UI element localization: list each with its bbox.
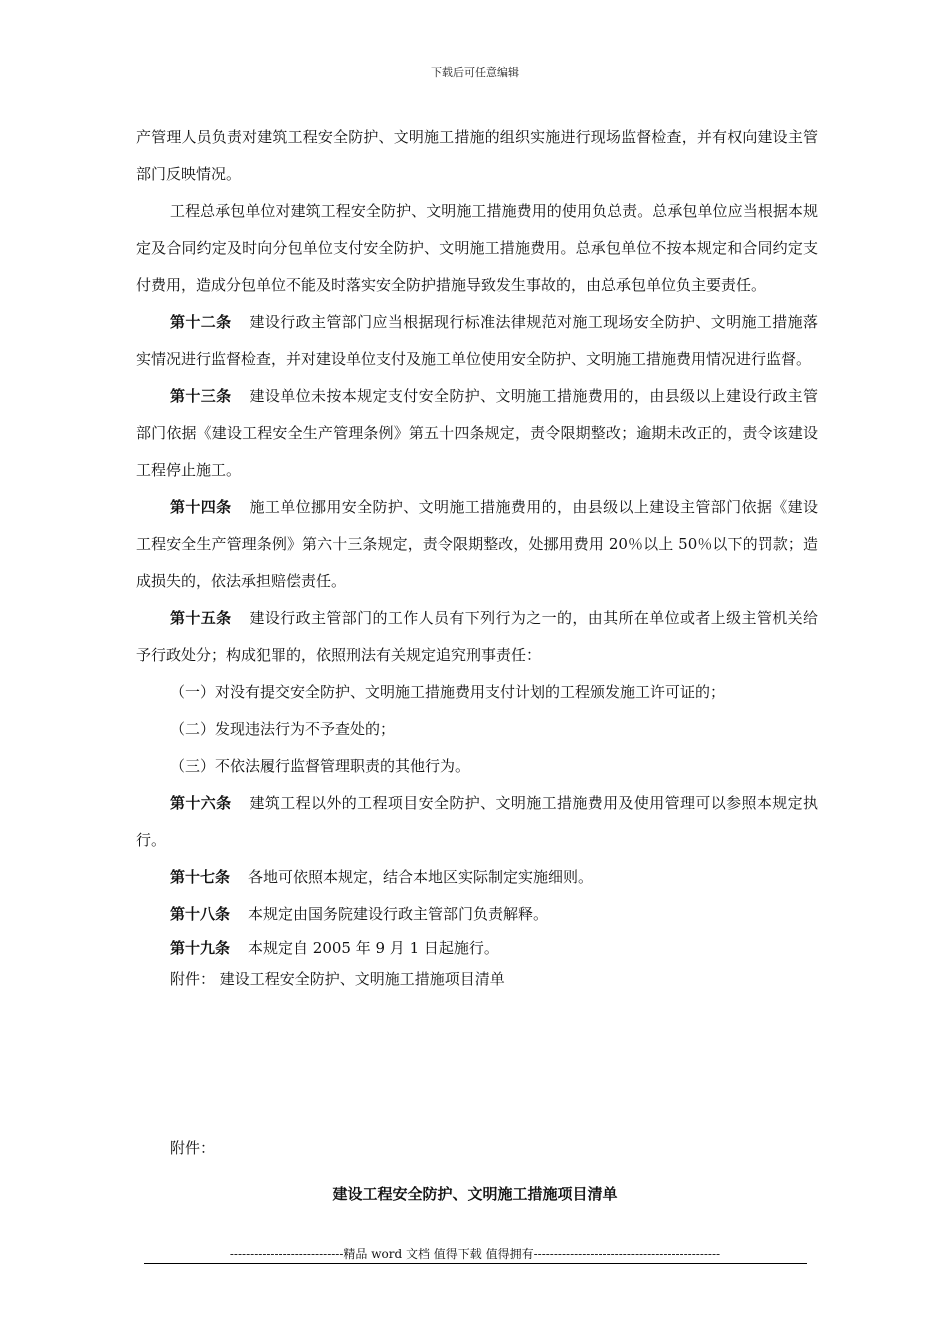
paragraph-continuation: 产管理人员负责对建筑工程安全防护、文明施工措施的组织实施进行现场监督检查，并有权向建设主管部门反映情况。	[136, 128, 818, 183]
document-body	[136, 119, 818, 995]
article-13: 第十三条 建设单位未按本规定支付安全防护、文明施工措施费用的，由县级以上建设行政主管部门依据《建设工程安全生产管理条例》第五十四条规定，责令限期整改；逾期未改正的，责令该建设工程停止施工。	[136, 387, 818, 479]
article-label: 第十四条	[170, 498, 232, 516]
article-19: 第十九条 本规定自 2005 年 9 月 1 日起施行。	[170, 939, 499, 957]
article-12: 第十二条 建设行政主管部门应当根据现行标准法律规范对施工现场安全防护、文明施工措施落实情况进行监督检查，并对建设单位支付及施工单位使用安全防护、文明施工措施费用情况进行监督。	[136, 313, 818, 368]
paragraph-general-contractor: 工程总承包单位对建筑工程安全防护、文明施工措施费用的使用负总责。总承包单位应当根据本规定及合同约定及时向分包单位支付安全防护、文明施工措施费用。总承包单位不按本规定和合同约定支付费用，造成分包单位不能及时落实安全防护措施导致发生事故的，由总承包单位负主要责任。	[136, 202, 818, 294]
article-label: 第十八条	[170, 905, 231, 923]
article-17: 第十七条 各地可依照本规定，结合本地区实际制定实施细则。	[170, 868, 594, 886]
list-item-2: （二）发现违法行为不予查处的；	[170, 720, 396, 738]
article-14: 第十四条 施工单位挪用安全防护、文明施工措施费用的，由县级以上建设主管部门依据《建设工程安全生产管理条例》第六十三条规定，责令限期整改，处挪用费用 20％以上 50％以下的罚款；造成损失的，依法承担赔偿责任。	[136, 498, 818, 590]
article-15: 第十五条 建设行政主管部门的工作人员有下列行为之一的，由其所在单位或者上级主管机关给予行政处分；构成犯罪的，依照刑法有关规定追究刑事责任：	[136, 609, 818, 664]
article-16: 第十六条 建筑工程以外的工程项目安全防护、文明施工措施费用及使用管理可以参照本规定执行。	[136, 794, 818, 849]
list-item-1: （一）对没有提交安全防护、文明施工措施费用支付计划的工程颁发施工许可证的；	[170, 683, 726, 701]
article-label: 第十三条	[170, 387, 232, 405]
list-item-3: （三）不依法履行监督管理职责的其他行为。	[170, 757, 471, 775]
article-18: 第十八条 本规定由国务院建设行政主管部门负责解释。	[170, 905, 549, 923]
annex-title: 建设工程安全防护、文明施工措施项目清单	[332, 1185, 618, 1203]
article-label: 第十五条	[170, 609, 232, 627]
article-label: 第十七条	[170, 868, 231, 886]
attachment-note: 附件： 建设工程安全防护、文明施工措施项目清单	[170, 970, 505, 988]
article-label: 第十六条	[170, 794, 232, 812]
page-header: 下载后可任意编辑	[431, 66, 519, 79]
annex-label: 附件：	[170, 1139, 216, 1157]
footer-divider	[144, 1263, 807, 1264]
article-label: 第十二条	[170, 313, 232, 331]
article-label: 第十九条	[170, 939, 231, 957]
page-footer: ----------------------------精品 word 文档 值得下载 值得拥有----------------------------------------------	[229, 1247, 721, 1261]
